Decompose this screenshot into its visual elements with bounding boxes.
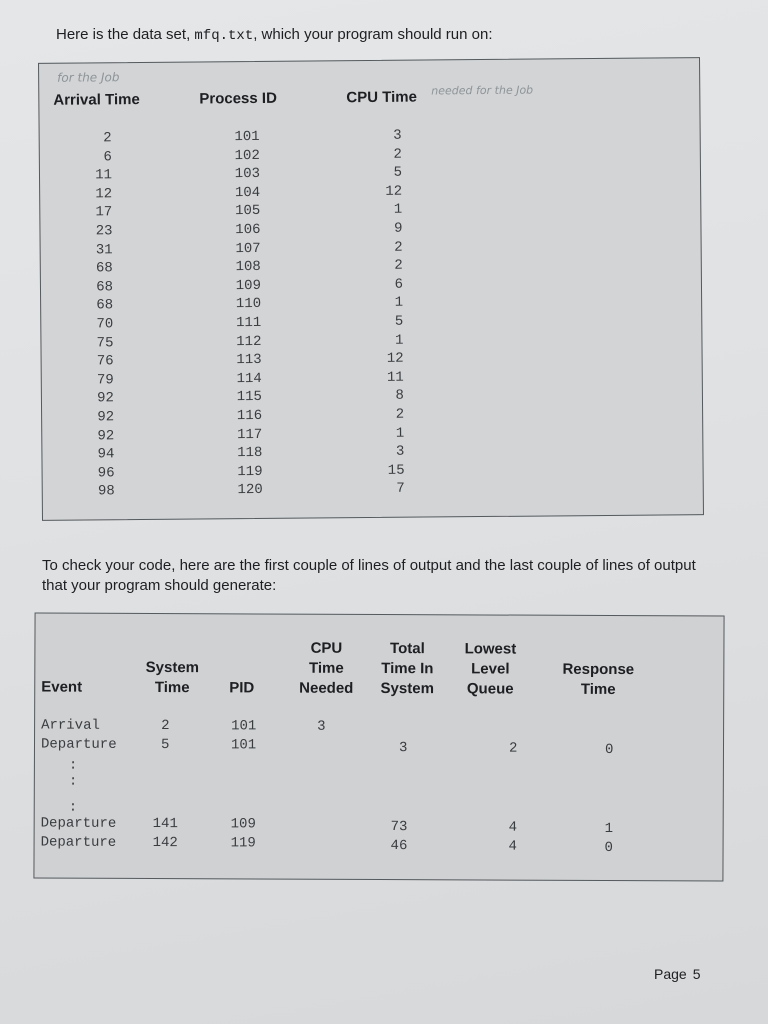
row3-pid: 109 xyxy=(230,816,256,833)
process-id-cell: 108 xyxy=(235,259,261,276)
ellipsis-2: : xyxy=(68,773,78,790)
row4-pid: 119 xyxy=(230,835,256,852)
cpu-time-column xyxy=(368,127,405,499)
arrival-time-cell: 68 xyxy=(95,260,113,277)
row3-response: 1 xyxy=(604,820,614,838)
row2-time: 5 xyxy=(160,737,170,754)
intro-after: , which your program should run on: xyxy=(253,26,493,43)
ellipsis-3: : xyxy=(68,799,78,816)
handwritten-note-right: needed for the Job xyxy=(431,83,534,98)
process-id-cell: 116 xyxy=(236,407,263,425)
row1-time: 2 xyxy=(161,718,170,735)
process-id-cell: 107 xyxy=(235,240,261,257)
dataset-table xyxy=(38,57,704,521)
cpu-time-cell: 11 xyxy=(386,369,404,386)
row1-cpu: 3 xyxy=(317,718,326,735)
intro-text xyxy=(56,26,493,44)
process-id-cell: 102 xyxy=(234,147,260,164)
cpu-time-cell: 2 xyxy=(393,146,402,163)
arrival-time-cell: 79 xyxy=(96,371,114,389)
arrival-time-cell: 96 xyxy=(97,464,115,482)
process-id-cell: 101 xyxy=(234,128,260,146)
arrival-time-cell: 92 xyxy=(97,427,115,444)
header-system-time-line1: System xyxy=(145,658,200,677)
process-id-cell: 117 xyxy=(236,426,263,443)
process-id-cell: 111 xyxy=(236,314,262,332)
row4-total: 46 xyxy=(390,838,408,855)
process-id-cell: 120 xyxy=(237,482,263,499)
row2-event: Departure xyxy=(40,736,117,753)
output-table xyxy=(33,612,724,881)
arrival-time-cell: 17 xyxy=(95,204,113,221)
cpu-time-cell: 15 xyxy=(387,462,405,479)
handwritten-note-left: for the Job xyxy=(57,70,120,85)
header-system-time-line2: Time xyxy=(154,679,190,697)
row4-time: 142 xyxy=(152,835,178,852)
row3-queue: 4 xyxy=(508,819,518,836)
process-id-cell: 104 xyxy=(234,184,261,201)
page-number xyxy=(654,966,701,982)
process-id-cell: 113 xyxy=(236,352,262,369)
arrival-time-column xyxy=(78,129,115,501)
arrival-time-cell: 75 xyxy=(96,334,114,351)
cpu-time-cell: 12 xyxy=(386,350,404,367)
arrival-time-cell: 92 xyxy=(97,390,115,407)
process-id-cell: 118 xyxy=(237,445,263,462)
header-cpu-line3: Needed xyxy=(299,679,354,697)
cpu-time-cell: 5 xyxy=(394,313,404,330)
page-num: 5 xyxy=(692,966,701,982)
arrival-time-cell: 68 xyxy=(96,297,114,314)
row1-pid: 101 xyxy=(231,718,257,735)
row3-event: Departure xyxy=(40,815,117,832)
check-instructions: To check your code, here are the first couple of lines of output and the last couple of lines of output that your program should generate: xyxy=(42,557,696,594)
arrival-time-cell: 68 xyxy=(96,279,114,296)
row4-event: Departure xyxy=(40,834,117,851)
header-total-time xyxy=(375,639,439,699)
row2-total: 3 xyxy=(398,740,408,757)
row1-event: Arrival xyxy=(41,717,100,734)
cpu-time-cell: 7 xyxy=(396,480,405,498)
process-id-cell: 103 xyxy=(234,166,261,183)
arrival-time-cell: 92 xyxy=(97,409,115,426)
header-system-time xyxy=(139,658,205,698)
page-label: Page xyxy=(654,966,687,982)
process-id-cell: 106 xyxy=(235,221,261,239)
process-id-column xyxy=(224,128,263,500)
cpu-time-cell: 8 xyxy=(395,388,405,405)
arrival-time-cell: 94 xyxy=(97,446,115,463)
ellipsis-1: : xyxy=(68,757,78,774)
arrival-time-cell: 70 xyxy=(96,316,114,333)
process-id-cell: 112 xyxy=(236,333,262,350)
cpu-time-cell: 5 xyxy=(393,164,403,181)
dataset-filename: mfq.txt xyxy=(194,28,254,44)
cpu-time-cell: 1 xyxy=(393,202,403,219)
header-response-time xyxy=(553,660,643,700)
header-lowest-queue xyxy=(455,639,525,699)
header-queue-line1: Lowest xyxy=(464,640,517,658)
arrival-time-cell: 76 xyxy=(96,353,114,370)
header-cpu-time: CPU Time xyxy=(346,88,417,107)
cpu-time-cell: 12 xyxy=(385,183,403,200)
row2-queue: 2 xyxy=(508,740,518,757)
cpu-time-cell: 3 xyxy=(395,443,405,460)
arrival-time-cell: 12 xyxy=(95,186,113,203)
row3-time: 141 xyxy=(152,816,178,833)
header-event: Event xyxy=(41,678,83,696)
cpu-time-cell: 1 xyxy=(394,295,404,312)
cpu-time-cell: 3 xyxy=(393,127,402,144)
cpu-time-cell: 6 xyxy=(394,276,404,293)
arrival-time-cell: 31 xyxy=(95,241,113,258)
arrival-time-cell: 6 xyxy=(103,148,112,165)
process-id-cell: 110 xyxy=(235,296,262,313)
header-cpu-line2: Time xyxy=(308,659,344,677)
header-process-id: Process ID xyxy=(199,89,277,108)
cpu-time-cell: 1 xyxy=(394,332,404,349)
arrival-time-cell: 2 xyxy=(103,130,112,147)
process-id-cell: 115 xyxy=(236,389,263,406)
cpu-time-cell: 2 xyxy=(395,406,405,423)
row2-response: 0 xyxy=(604,741,614,759)
header-cpu-time-needed xyxy=(293,639,359,699)
ellipsis xyxy=(69,758,78,816)
process-id-cell: 109 xyxy=(235,277,262,294)
process-id-cell: 114 xyxy=(236,370,262,387)
process-id-cell: 119 xyxy=(237,463,263,480)
arrival-time-cell: 98 xyxy=(97,483,115,500)
header-cpu-line1: CPU xyxy=(310,639,343,657)
row2-pid: 101 xyxy=(230,737,257,754)
intro-before: Here is the data set, xyxy=(56,26,195,43)
header-queue-line2: Level xyxy=(471,660,510,678)
header-response-line2: Time xyxy=(580,680,616,699)
process-id-cell: 105 xyxy=(235,203,261,220)
cpu-time-cell: 9 xyxy=(393,220,403,237)
cpu-time-cell: 2 xyxy=(394,257,403,274)
header-total-line1: Total xyxy=(390,640,425,658)
arrival-time-cell: 11 xyxy=(95,167,113,184)
row3-total: 73 xyxy=(390,819,408,836)
header-response-line1: Response xyxy=(562,660,635,679)
cpu-time-cell: 2 xyxy=(394,239,403,256)
header-arrival-time: Arrival Time xyxy=(53,91,140,109)
header-total-line3: System xyxy=(380,680,434,698)
header-total-line2: Time In xyxy=(381,660,434,678)
cpu-time-cell: 1 xyxy=(395,425,405,442)
header-pid: PID xyxy=(229,679,255,697)
row4-response: 0 xyxy=(604,839,614,857)
row4-queue: 4 xyxy=(508,838,518,855)
header-queue-line3: Queue xyxy=(466,680,514,698)
arrival-time-cell: 23 xyxy=(95,223,113,240)
